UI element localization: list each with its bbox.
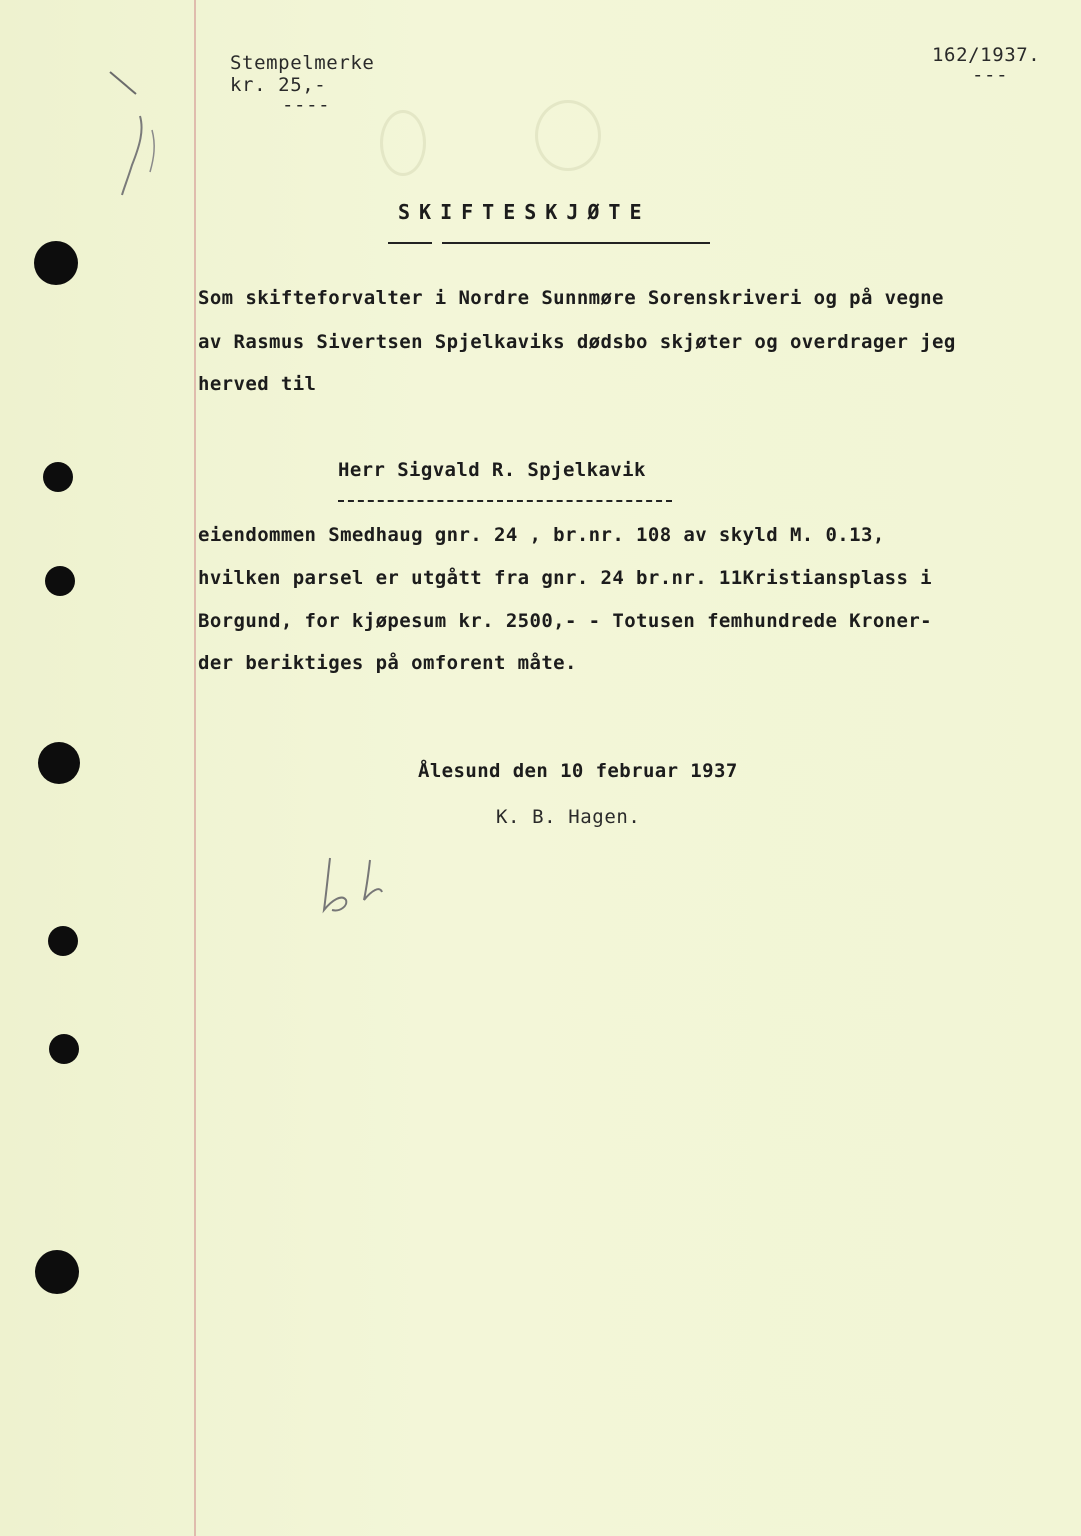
recipient-underline [338,500,672,502]
punch-hole [49,1034,79,1064]
pencil-mark [100,60,170,200]
stamp-label: Stempelmerke [230,52,375,74]
body-line: eiendommen Smedhaug gnr. 24 , br.nr. 108 av skyld M. 0.13, [198,524,885,546]
body-line: Borgund, for kjøpesum kr. 2500,- - Totusen femhundrede Kroner- [198,610,933,632]
ghost-stamp-mark [535,100,601,171]
title-underline [442,242,710,244]
ghost-stamp-mark [380,110,426,176]
pencil-initials [318,850,408,920]
body-line: av Rasmus Sivertsen Spjelkaviks dødsbo skjøter og overdrager jeg [198,331,956,353]
signature-name: K. B. Hagen. [496,806,641,828]
punch-hole [43,462,73,492]
body-line: Som skifteforvalter i Nordre Sunnmøre Sorenskriveri og på vegne [198,287,944,309]
punch-hole [35,1250,79,1294]
punch-hole [48,926,78,956]
document-title: SKIFTESKJØTE [398,200,651,224]
recipient-name: Herr Sigvald R. Spjelkavik [338,459,646,481]
punch-hole [34,241,78,285]
document-number-rule: --- [972,64,1009,86]
stamp-value: kr. 25,- [230,74,327,96]
stamp-rule: ---- [282,94,331,116]
margin-line [194,0,196,1536]
punch-hole [38,742,80,784]
place-and-date: Ålesund den 10 februar 1937 [418,760,738,782]
document-number: 162/1937. [932,44,1041,66]
body-line: herved til [198,373,317,395]
punch-hole [45,566,75,596]
body-line: der beriktiges på omforent måte. [198,652,577,674]
title-underline [388,242,432,244]
body-line: hvilken parsel er utgått fra gnr. 24 br.nr. 11Kristiansplass i [198,567,933,589]
